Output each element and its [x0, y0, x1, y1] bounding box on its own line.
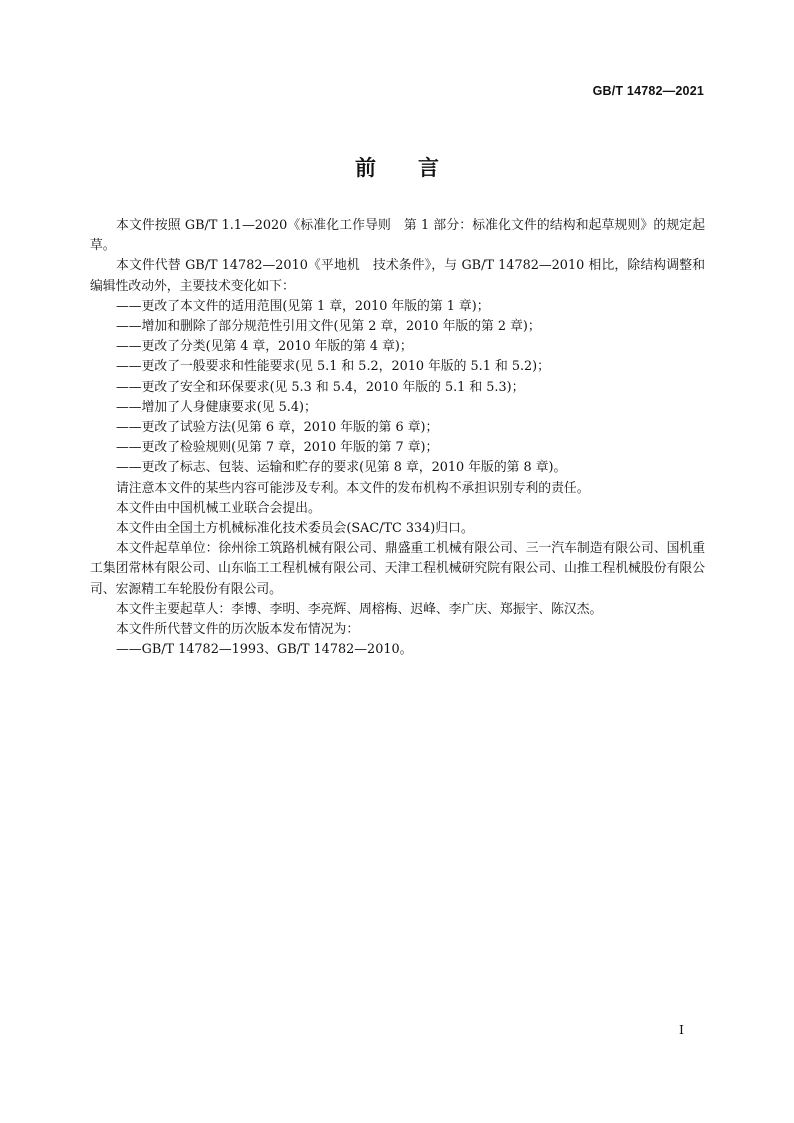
change-item: ——更改了标志、包装、运输和贮存的要求(见第 8 章，2010 年版的第 8 章)。 — [116, 460, 567, 476]
change-item: ——更改了一般要求和性能要求(见 5.1 和 5.2，2010 年版的 5.1 和 5.2)； — [116, 359, 550, 375]
paragraph-drafting-rules: 本文件按照 GB/T 1.1—2020《标准化工作导则 第 1 部分：标准化文件的结构和起草规则》的规定起草。 — [90, 218, 705, 254]
change-item: ——更改了检验规则(见第 7 章，2010 年版的第 7 章)； — [116, 440, 439, 456]
foreword-body — [90, 216, 705, 660]
paragraph-replacement: 本文件代替 GB/T 14782—2010《平地机 技术条件》，与 GB/T 14782—2010 相比，除结构调整和编辑性改动外，主要技术变化如下： — [90, 258, 705, 294]
change-item: ——更改了安全和环保要求(见 5.3 和 5.4，2010 年版的 5.1 和 5.3)； — [116, 379, 525, 395]
page-number: I — [679, 1022, 684, 1037]
change-item: ——更改了分类(见第 4 章，2010 年版的第 4 章)； — [116, 339, 413, 355]
title-part-1: 前 — [355, 156, 376, 180]
change-item: ——更改了试验方法(见第 6 章，2010 年版的第 6 章)； — [116, 420, 439, 436]
paragraph-drafters: 本文件主要起草人：李博、李明、李亮辉、周榕梅、迟峰、李广庆、郑振宇、陈汉杰。 — [116, 601, 603, 617]
change-item: ——增加和删除了部分规范性引用文件(见第 2 章，2010 年版的第 2 章)； — [116, 319, 541, 335]
change-item: ——增加了人身健康要求(见 5.4)； — [116, 399, 317, 415]
title-part-2: 言 — [418, 156, 439, 180]
paragraph-version-history: 本文件所代替文件的历次版本发布情况为： — [116, 622, 360, 638]
change-item: ——更改了本文件的适用范围(见第 1 章，2010 年版的第 1 章)； — [116, 298, 490, 314]
paragraph-patent-notice: 请注意本文件的某些内容可能涉及专利。本文件的发布机构不承担识别专利的责任。 — [116, 480, 590, 496]
document-code: GB/T 14782—2021 — [592, 84, 704, 98]
page-title — [0, 152, 794, 182]
paragraph-drafting-units: 本文件起草单位：徐州徐工筑路机械有限公司、鼎盛重工机械有限公司、三一汽车制造有限公司、国机重工集团常林有限公司、山东临工工程机械有限公司、天津工程机械研究院有限公司、山推工程机械股份有限公司、宏源精工车轮股份有限公司。 — [90, 541, 705, 597]
paragraph-managed-by: 本文件由全国土方机械标准化技术委员会(SAC/TC 334)归口。 — [116, 521, 474, 537]
paragraph-proposed-by: 本文件由中国机械工业联合会提出。 — [116, 500, 321, 516]
version-history-item: ——GB/T 14782—1993、GB/T 14782—2010。 — [116, 642, 413, 658]
